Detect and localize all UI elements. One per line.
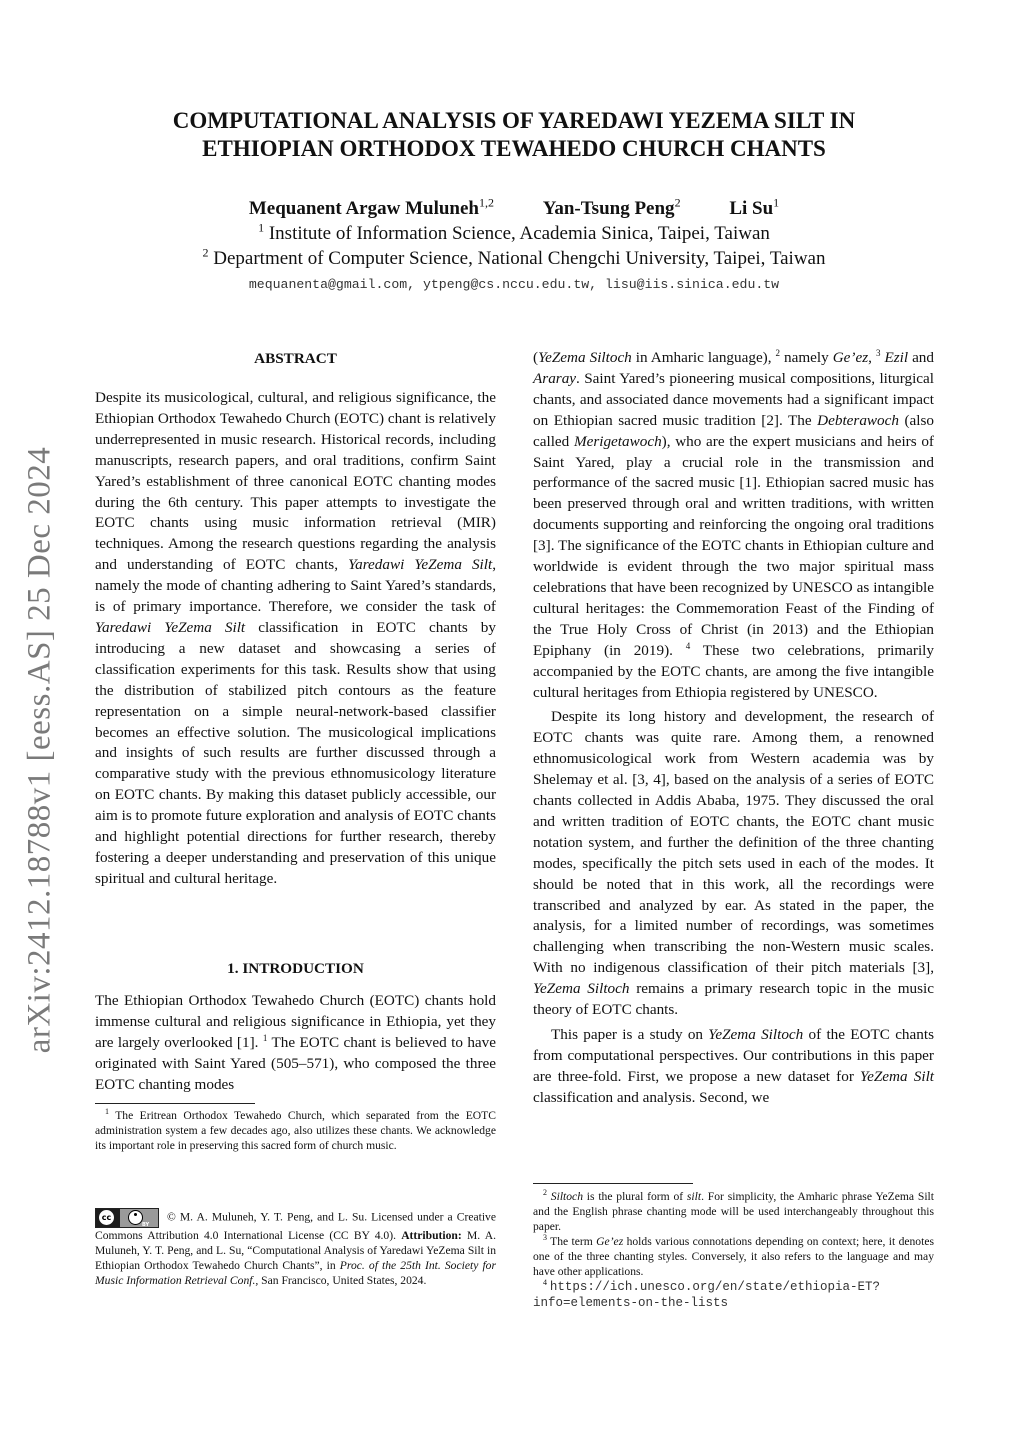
author: Li Su$^1$	[729, 195, 780, 219]
unesco-url-cont[interactable]: info=elements-on-the-lists	[533, 1296, 729, 1310]
abstract-heading: ABSTRACT	[254, 350, 337, 367]
introduction-heading: 1. INTRODUCTION	[227, 960, 364, 977]
footnote-rule	[95, 1103, 255, 1104]
author: Yan-Tsung Peng$^2$	[542, 195, 681, 219]
cc-by-license-icon: cc BY	[95, 1208, 159, 1228]
author-emails: mequanenta@gmail.com, ytpeng@cs.nccu.edu.tw, lisu@iis.sinica.edu.tw	[248, 277, 780, 292]
paper-title: COMPUTATIONAL ANALYSIS OF YAREDAWI YEZEMA SILT IN ETHIOPIAN ORTHODOX TEWAHEDO CHURCH CHANTS	[172, 108, 856, 161]
introduction-body-right: (YeZema Siltoch in Amharic language), $^2$ namely Ge’ez, $^3$ Ezil and Araray. Saint Yared’s pioneering musical compositions, liturgical chants, and associated dance movements had a significant impact on Ethiopian sacred music tradition [2]. The Debterawoch (also called Merigetawoch), who are the expert musicians and heirs of Saint Yared, play a crucial role in the transmission and performance of the sacred music [1]. Ethiopian sacred music has been preserved through oral and written traditions, with written documents supporting and reinforcing the ongoing oral traditions [3]. The significance of the EOTC chants in Ethiopian culture and worldwide is evident through the two major spiritual mass celebrations that have been recognized by UNESCO as intangible cultural heritages: the Commemoration Feast of the Finding of the True Holy Cross of Christ (in 2013) and the Ethiopian Epiphany (in 2019). $^4$ These two celebrations, primarily accompanied by the EOTC chants, are among the five intangible cultural heritages from Ethiopia registered by UNESCO. Despite its long history and development, the research of EOTC chants was quite rare. Among them, a renowned ethnomusicological work from Western academia was by Shelemay et al. [3, 4], based on the analysis of a series of EOTC chants collected in Addis Ababa, 1975. They discussed the oral and written tradition of EOTC chants, the EOTC chant music notation system, and further the definition of the three chanting modes, specifically the pitch sets used in each of the modes. It should be noted that in this work, all the recordings were transcribed and analyzed by ear. As stated in the paper, the analysis, for a limited number of recordings, was sometimes challenging when transcribing the non-Western music scales. With no indigenous classification of their pitch materials [3], YeZema Siltoch remains a primary research topic in the music theory of EOTC chants. This paper is a study on YeZema Siltoch of the EOTC chants from computational perspectives. Our contributions in this paper are three-fold. First, we propose a new dataset for YeZema Silt classification and analysis. Second, we	[533, 347, 935, 1106]
author: Mequanent Argaw Muluneh$^{1,2}$	[248, 195, 494, 219]
introduction-body-left: The Ethiopian Orthodox Tewahedo Church (EOTC) chants hold immense cultural and religious significance in Ethiopia, yet they are largely overlooked [1]. $^1$ The EOTC chant is believed to have originated with Saint Yared (505–571), who composed the three EOTC chanting modes	[95, 992, 496, 1093]
affiliation: $^1$ Institute of Information Science, Academia Sinica, Taipei, Taiwan	[258, 220, 770, 244]
abstract-body: Despite its musicological, cultural, and religious significance, the Ethiopian Orthodox Tewahedo Church (EOTC) chant is relatively underrepresented in music research. Historical records, including manuscripts, research papers, and oral traditions, confirm Saint Yared’s establishment of three canonical EOTC chanting modes during the 6th century. This paper attempts to investigate the EOTC chants using music information retrieval (MIR) techniques. Among the research questions regarding the analysis and understanding of EOTC chants, Yaredawi YeZema Silt, namely the mode of chanting adhering to Saint Yared’s standards, is of primary importance. Therefore, we consider the task of Yaredawi YeZema Silt classification in EOTC chants by introducing a new dataset and showcasing a series of classification experiments for this task. Results show that using the distribution of stabilized pitch contours as the feature representation on a simple neural-network-based classifier becomes an effective solution. The musicological implications and insights of such results are further discussed through a comparative study with the previous ethnomusicology literature on EOTC chants. By making this dataset publicly accessible, our aim is to promote future exploration and analysis of EOTC chants and highlight potential directions for further research, thereby fostering a deeper understanding and preservation of this unique spiritual and cultural heritage.	[95, 389, 496, 887]
license-block: cc BY © M. A. Muluneh, Y. T. Peng, and L. Su. Licensed under a Creative Commons Attribution 4.0 International License (CC BY 4.0). Attribution: M. A. Muluneh, Y. T. Peng, and L. Su, “Computational Analysis of Yaredawi YeZema Silt in Ethiopian Orthodox Tewahedo Church Chants”, in Proc. of the 25th Int. Society for Music Information Retrieval Conf., San Francisco, United States, 2024.	[95, 1208, 496, 1288]
footnote-1: $^1$ The Eritrean Orthodox Tewahedo Church, which separated from the EOTC administration system a few decades ago, also utilizes these chants. We acknowledge its important role in preserving this sacred form of church music.	[95, 1107, 496, 1152]
unesco-url[interactable]: https://ich.unesco.org/en/state/ethiopia-ET?	[549, 1280, 880, 1294]
arxiv-identifier: arXiv:2412.18788v1 [eess.AS] 25 Dec 2024	[21, 446, 58, 1054]
author-list	[100, 195, 928, 220]
footnote-rule	[533, 1183, 693, 1184]
footnotes-right: $^2$ Siltoch is the plural form of silt. For simplicity, the Amharic phrase YeZema Silt and the English phrase chanting mode will be used interchangeably throughout this paper. $^3$ The term Ge’ez holds various connotations depending on context; here, it denotes one of the three chanting styles. Conversely, it also refers to the language and may have other applications. $^4$ https://ich.unesco.org/en/state/ethiopia-ET? info=elements-on-the-lists	[533, 1188, 934, 1310]
affiliation: $^2$ Department of Computer Science, National Chengchi University, Taipei, Taiwan	[202, 245, 826, 269]
